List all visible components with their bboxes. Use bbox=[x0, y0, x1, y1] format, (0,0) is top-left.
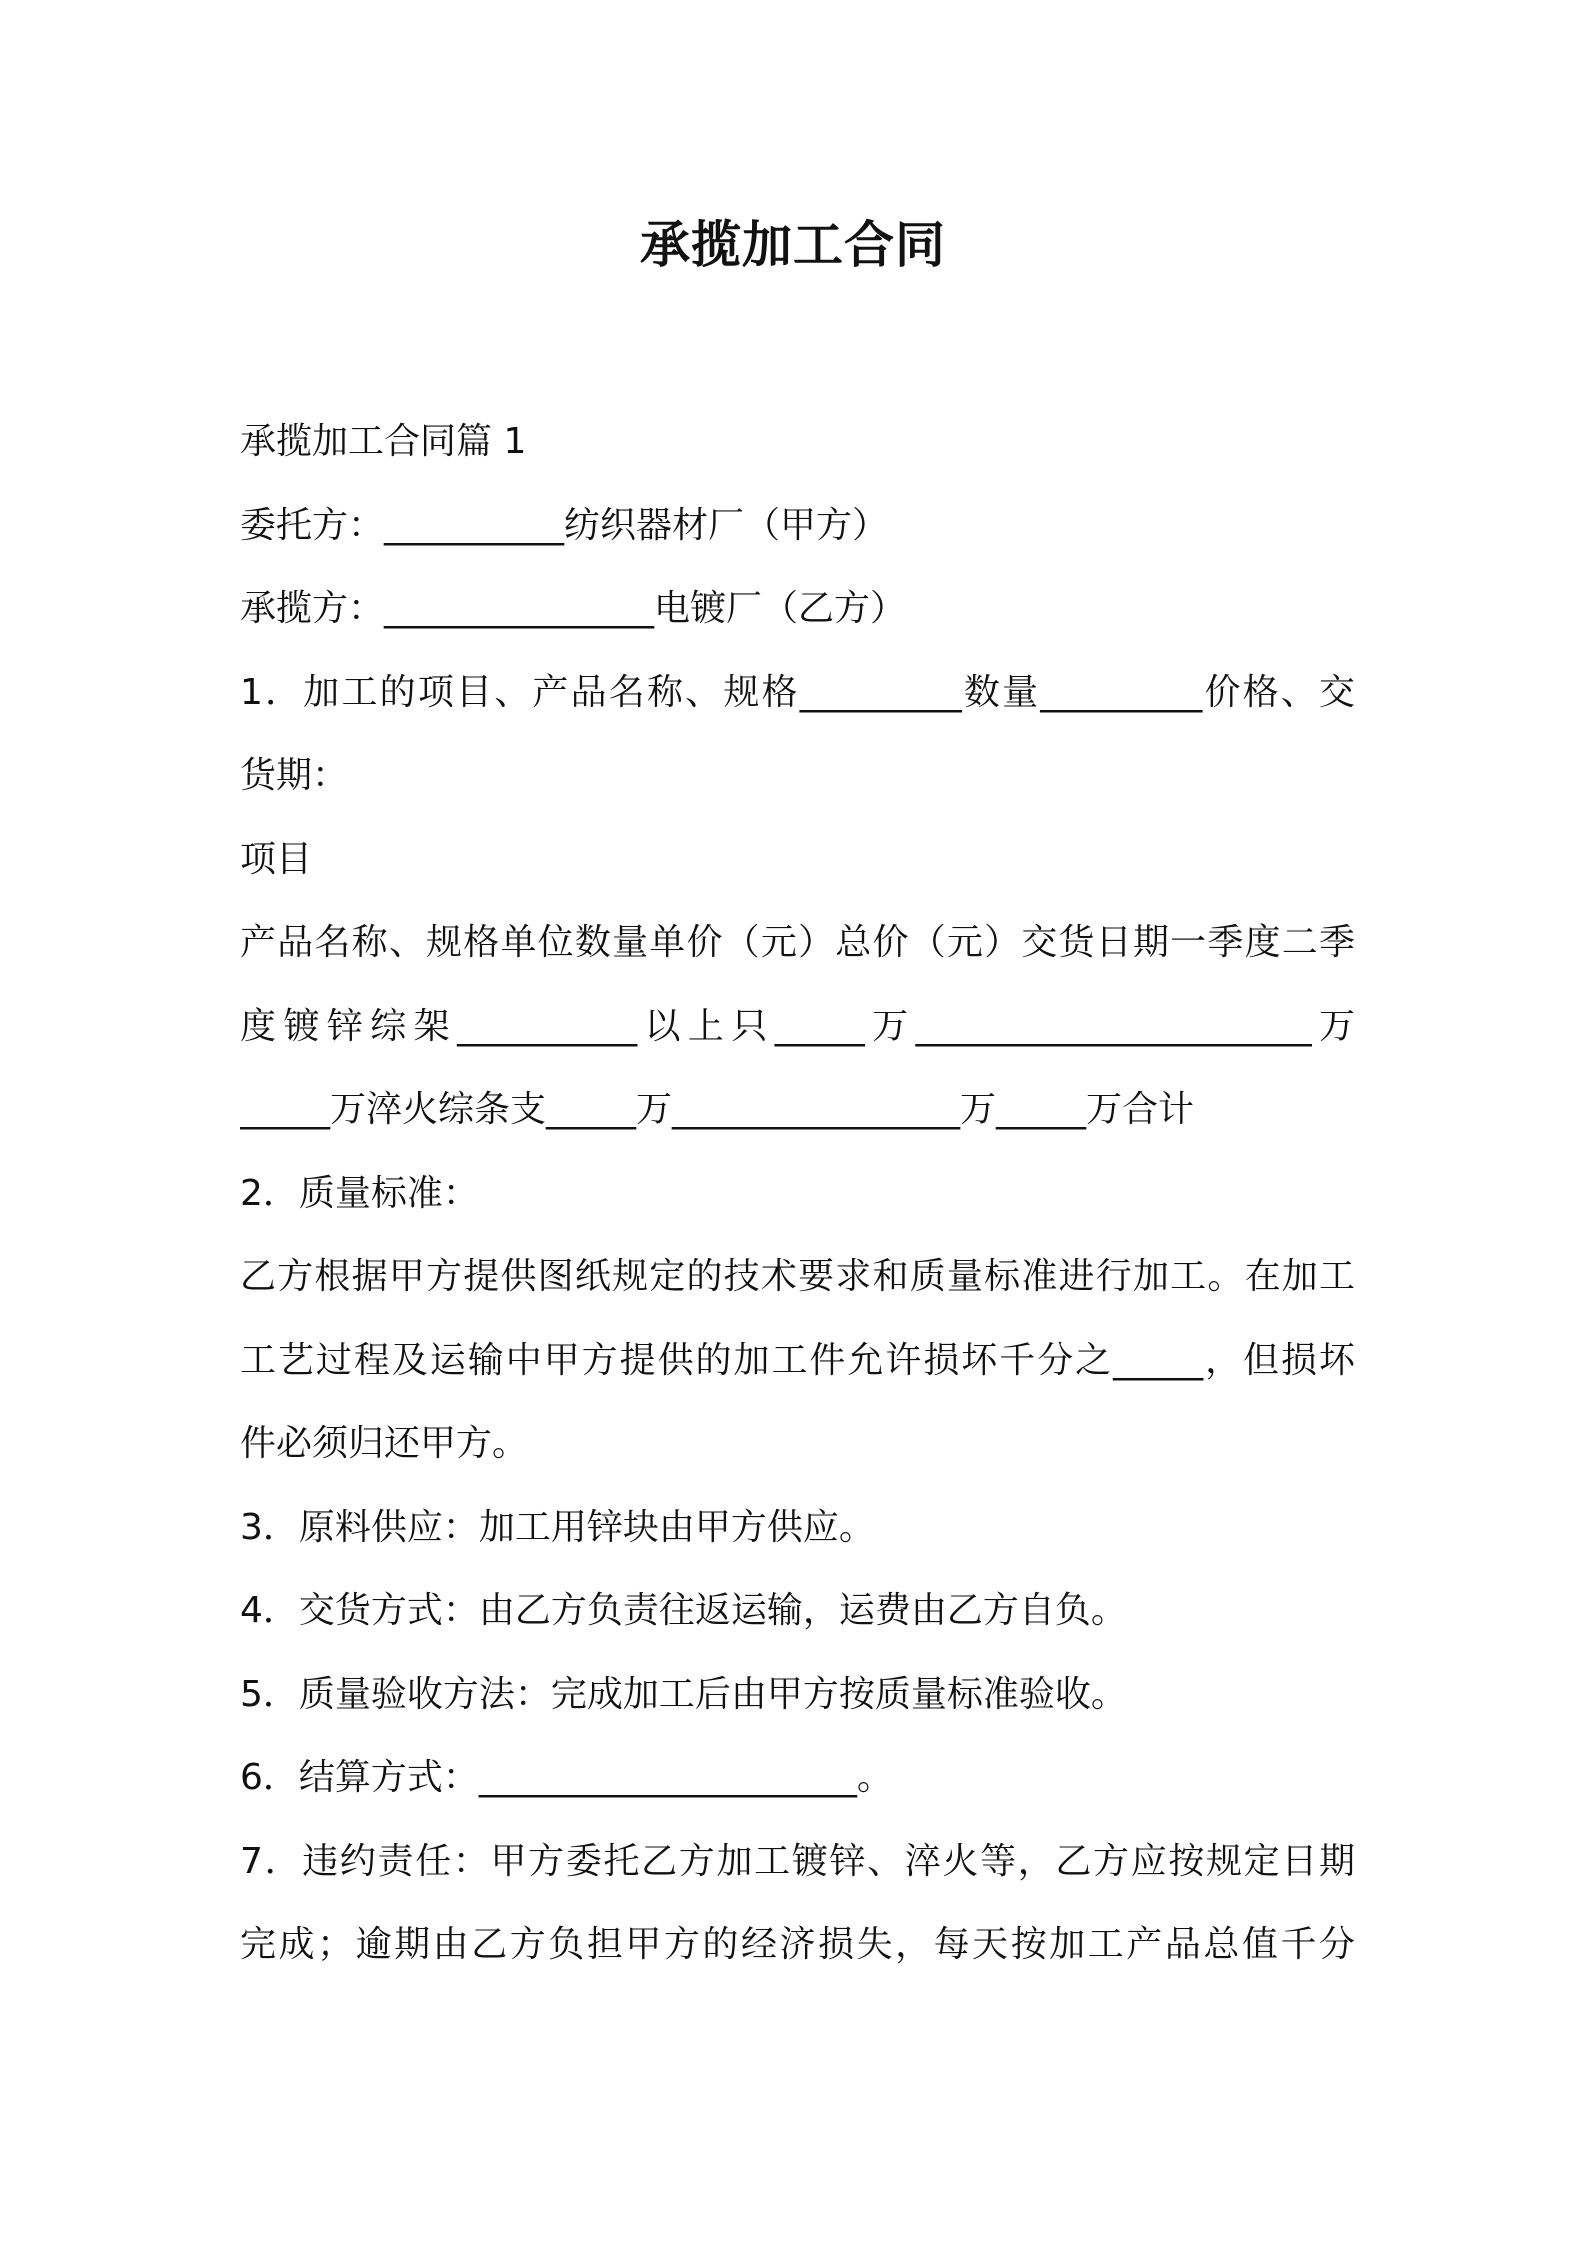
clause-2-line-2: 工艺过程及运输中甲方提供的加工件允许损坏千分之_____，但损坏 bbox=[240, 1339, 1355, 1381]
clause-7-line-1: 7．违约责任：甲方委托乙方加工镀锌、淬火等，乙方应按规定日期 bbox=[240, 1840, 1355, 1882]
clause-7-line-2: 完成；逾期由乙方负担甲方的经济损失，每天按加工产品总值千分 bbox=[240, 1924, 1355, 1965]
client-line: 委托方：__________纺织器材厂（甲方） bbox=[240, 504, 889, 546]
clause-2-line-1: 乙方根据甲方提供图纸规定的技术要求和质量标准进行加工。在加工 bbox=[240, 1256, 1355, 1297]
clause-3: 3．原料供应：加工用锌块由甲方供应。 bbox=[240, 1506, 875, 1548]
contractor-line: 承揽方：_______________电镀厂（乙方） bbox=[240, 588, 907, 629]
clause-5: 5．质量验收方法：完成加工后由甲方按质量标准验收。 bbox=[240, 1673, 1127, 1715]
clause-2-heading: 2．质量标准： bbox=[240, 1172, 479, 1214]
clause-1-line-2: 货期： bbox=[240, 755, 349, 796]
item-label: 项目 bbox=[240, 838, 313, 880]
clause-2-line-3: 件必须归还甲方。 bbox=[240, 1423, 529, 1464]
item-line-3: _____万淬火综条支_____万________________万_____万合计 bbox=[240, 1089, 1195, 1130]
section-heading: 承揽加工合同篇 1 bbox=[240, 421, 527, 462]
item-line-2: 度镀锌综架__________以上只_____万______________________万 bbox=[240, 1005, 1355, 1047]
item-line-1: 产品名称、规格单位数量单价（元）总价（元）交货日期一季度二季 bbox=[240, 922, 1355, 963]
clause-1-line-1: 1．加工的项目、产品名称、规格_________数量_________价格、交 bbox=[240, 671, 1355, 713]
clause-6: 6．结算方式：_____________________。 bbox=[240, 1757, 893, 1798]
clause-4: 4．交货方式：由乙方负责往返运输，运费由乙方自负。 bbox=[240, 1590, 1127, 1631]
document-title: 承揽加工合同 bbox=[640, 216, 946, 274]
document-body bbox=[240, 400, 1355, 1987]
